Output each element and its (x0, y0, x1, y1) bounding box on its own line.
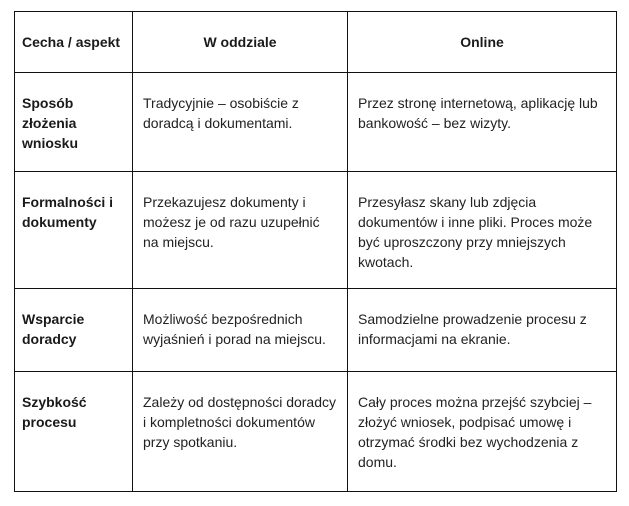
header-online: Online (348, 12, 617, 73)
header-branch: W oddziale (133, 12, 348, 73)
comparison-table (14, 11, 617, 492)
online-cell: Cały proces można przejść szybciej – złożyć wniosek, podpisać umowę i otrzymać środki bez wychodzenia z domu. (348, 372, 617, 492)
aspect-cell: Sposób złożenia wniosku (15, 73, 133, 172)
aspect-cell: Wsparcie doradcy (15, 289, 133, 372)
table-row (15, 289, 617, 372)
table-row (15, 73, 617, 172)
branch-cell: Przekazujesz dokumenty i możesz je od razu uzupełnić na miejscu. (133, 172, 348, 289)
table-row (15, 372, 617, 492)
aspect-cell: Formalności i dokumenty (15, 172, 133, 289)
header-row (15, 12, 617, 73)
branch-cell: Tradycyjnie – osobiście z doradcą i dokumentami. (133, 73, 348, 172)
online-cell: Przez stronę internetową, aplikację lub bankowość – bez wizyty. (348, 73, 617, 172)
table-row (15, 172, 617, 289)
aspect-cell: Szybkość procesu (15, 372, 133, 492)
online-cell: Przesyłasz skany lub zdjęcia dokumentów i inne pliki. Proces może być uproszczony przy mniejszych kwotach. (348, 172, 617, 289)
online-cell: Samodzielne prowadzenie procesu z informacjami na ekranie. (348, 289, 617, 372)
branch-cell: Możliwość bezpośrednich wyjaśnień i porad na miejscu. (133, 289, 348, 372)
header-aspect: Cecha / aspekt (15, 12, 133, 73)
branch-cell: Zależy od dostępności doradcy i kompletności dokumentów przy spotkaniu. (133, 372, 348, 492)
